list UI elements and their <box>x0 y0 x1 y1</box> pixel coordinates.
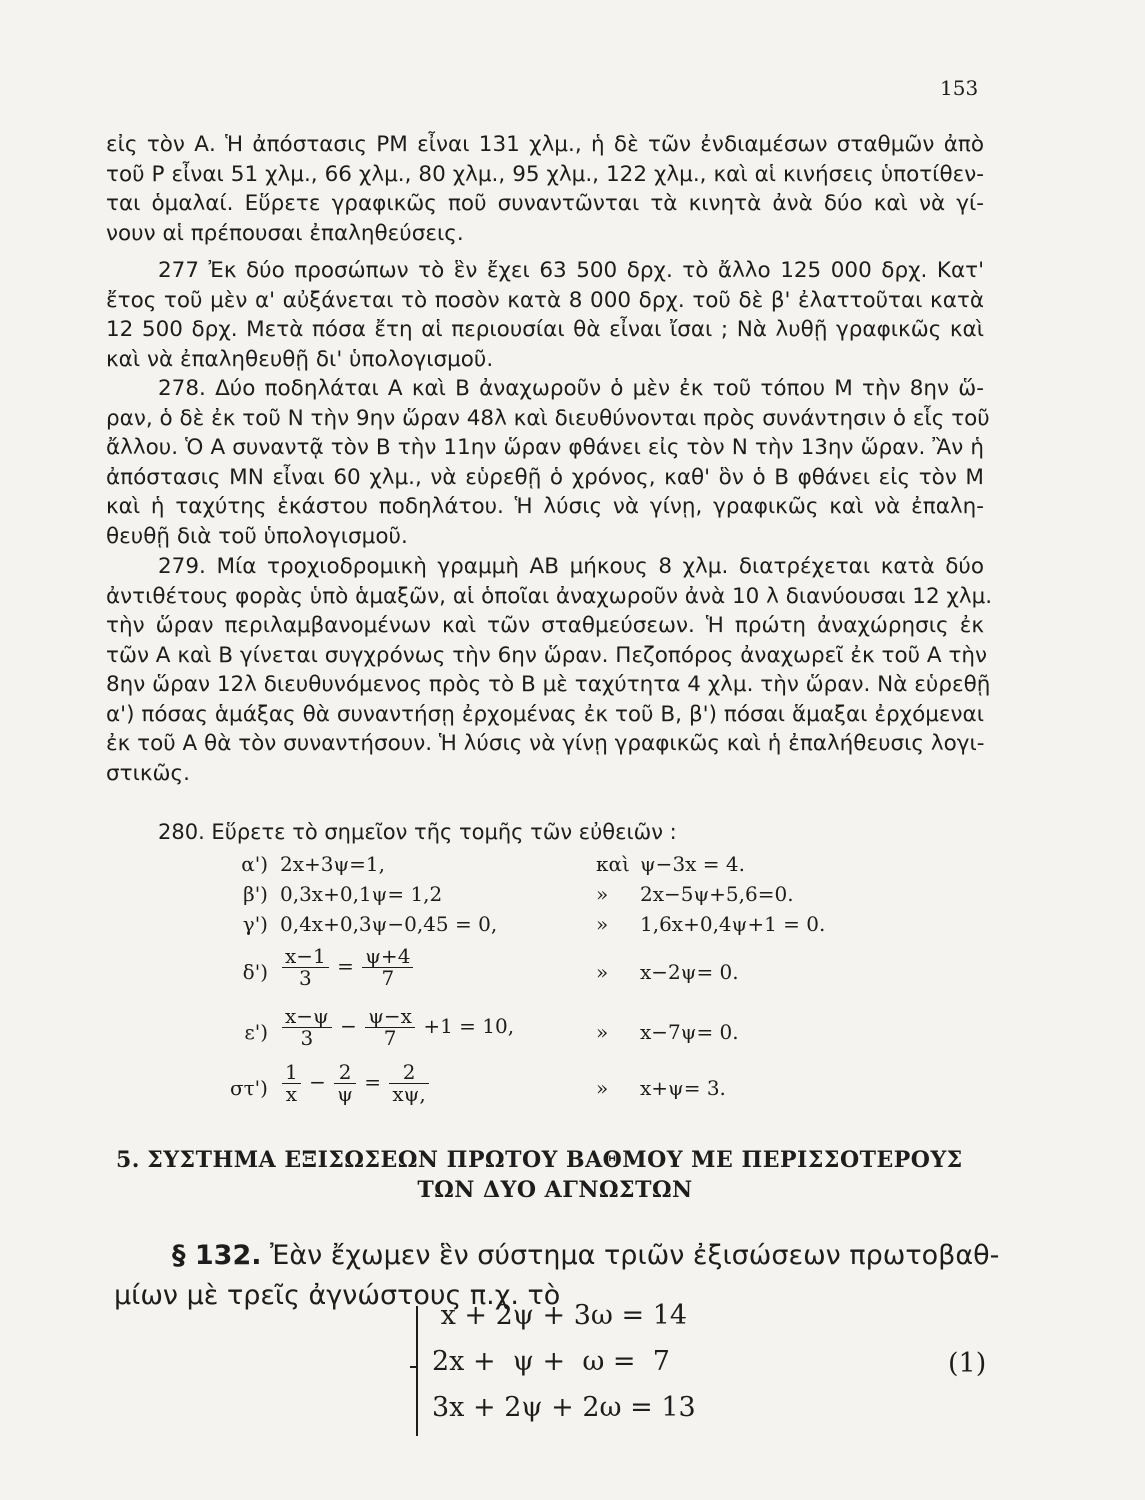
equation-right: ψ−3x = 4. <box>640 852 745 876</box>
text-line: νουν αἱ πρέπουσαι ἐπαληθεύσεις. <box>106 220 464 246</box>
text-line: εἰς τὸν Α. Ἡ ἀπόστασις ΡΜ εἶναι 131 χλμ., ἡ δὲ τῶν ἐνδιαμέσων σταθμῶν ἀπὸ <box>106 132 984 157</box>
equation-right: x+ψ= 3. <box>640 1076 726 1100</box>
system-equation: x + 2ψ + 3ω = 14 <box>432 1300 688 1331</box>
text-line: καὶ νὰ ἐπαληθευθῇ δι' ὑπολογισμοῦ. <box>106 346 494 372</box>
section-title-line: ΣΥΣΤΗΜΑ ΕΞΙΣΩΣΕΩΝ ΠΡΩΤΟΥ ΒΑΘΜΟΥ ΜΕ ΠΕΡΙΣΣΟΤΕΡΟΥΣ <box>147 1147 963 1173</box>
equation-separator: καὶ <box>596 852 630 876</box>
equation-tail: +1 = 10, <box>423 1014 515 1038</box>
fraction: $\frac{x-1}{3}$ <box>282 946 329 989</box>
text-line: ἐκ τοῦ Α θὰ τὸν συναντήσουν. Ἡ λύσις νὰ γίνῃ γραφικῶς καὶ ἡ ἐπαλήθευσις λογι- <box>106 731 985 756</box>
equation-right: x−7ψ= 0. <box>640 1020 739 1044</box>
equation-separator: » <box>596 960 609 984</box>
equation-right: x−2ψ= 0. <box>640 960 739 984</box>
item-label: ε') <box>244 1020 268 1044</box>
system-equation: 2x + ψ + ω = 7 <box>432 1346 670 1377</box>
section-title <box>110 1145 1000 1205</box>
text-line: ἄλλου. Ὁ Α συναντᾷ τὸν Β τὴν 11ην ὥραν φθάνει εἰς τὸν Ν τὴν 13ην ὥραν. Ἂν ἡ <box>106 435 984 460</box>
text-line: 12 500 δρχ. Μετὰ πόσα ἔτη αἱ περιουσίαι θὰ εἶναι ἴσαι ; Νὰ λυθῇ γραφικῶς καὶ <box>106 317 984 342</box>
text-line: τῶν Α καὶ Β γίνεται συγχρόνως τὴν 6ην ὥραν. Πεζοπόρος ἀναχωρεῖ ἐκ τοῦ Α τὴν <box>106 642 988 668</box>
text-line: στικῶς. <box>106 760 190 786</box>
equation-separator: » <box>596 912 609 936</box>
equation-separator: » <box>596 1076 609 1100</box>
equation-pair <box>0 1062 1145 1108</box>
text-line: ἀπόστασις ΜΝ εἶναι 60 χλμ., νὰ εὑρεθῇ ὁ χρόνος, καθ' ὃν ὁ Β φθάνει εἰς τὸν Μ <box>106 464 984 490</box>
item-label: γ') <box>242 912 268 936</box>
text-line: ραν, ὁ δὲ ἐκ τοῦ Ν τὴν 9ην ὥραν 48λ καὶ διευθύνονται πρὸς συνάντησιν ὁ εἷς τοῦ <box>106 405 990 431</box>
text-line: § 132. Ἐὰν ἔχωμεν ἓν σύστημα τριῶν ἐξισώσεων πρωτοβαθ- <box>172 1240 1000 1271</box>
operator: − <box>309 1070 326 1094</box>
text-line: 279. Μία τροχιοδρομικὴ γραμμὴ ΑΒ μήκους 8 χλμ. διατρέχεται κατὰ δύο <box>158 554 984 579</box>
equation-separator: » <box>596 882 609 906</box>
text-line: 277 Ἐκ δύο προσώπων τὸ ἓν ἔχει 63 500 δρχ. τὸ ἄλλο 125 000 δρχ. Κατ' <box>158 258 984 283</box>
fraction: $\frac{2}{x\psi,}$ <box>389 1062 428 1105</box>
paragraph-number: § 132. <box>172 1240 262 1271</box>
item-label: β') <box>243 882 268 906</box>
text-line: τοῦ Ρ εἶναι 51 χλμ., 66 χλμ., 80 χλμ., 95 χλμ., 122 χλμ., καὶ αἱ κινήσεις ὑποτίθεν- <box>106 161 984 187</box>
equation-right: 2x−5ψ+5,6=0. <box>640 882 794 906</box>
problem-277 <box>106 256 984 374</box>
fraction: $\frac{\psi-x}{7}$ <box>365 1006 415 1049</box>
equation-pair <box>0 1006 1145 1052</box>
fraction: $\frac{\psi+4}{7}$ <box>362 946 413 989</box>
text-line: τὴν ὥραν περιλαμβανομένων καὶ τῶν σταθμεύσεων. Ἡ πρώτη ἀναχώρησις ἐκ <box>106 613 984 638</box>
equation-number: (1) <box>948 1348 987 1379</box>
fraction: $\frac{1}{x}$ <box>282 1062 301 1105</box>
problem-279 <box>106 552 993 788</box>
section-number: 5. <box>116 1147 140 1173</box>
operator: − <box>340 1014 357 1038</box>
fraction: $\frac{x-\psi}{3}$ <box>282 1006 332 1049</box>
equation-left <box>280 1006 514 1049</box>
equation-left: 2x+3ψ=1, <box>280 852 386 876</box>
text-line: ται ὁμαλαί. Εὕρετε γραφικῶς ποῦ συναντῶνται τὰ κινητὰ ἀνὰ δύο καὶ νὰ γί- <box>106 191 984 216</box>
text-line: 8ην ὥραν 12λ διευθυνόμενος πρὸς τὸ Β μὲ ταχύτητα 4 χλμ. τὴν ὥραν. Νὰ εὑρεθῇ <box>106 672 991 697</box>
equation-left <box>280 1062 431 1105</box>
text-line: καὶ ἡ ταχύτης ἑκάστου ποδηλάτου. Ἡ λύσις νὰ γίνῃ, γραφικῶς καὶ νὰ ἐπαλη- <box>106 494 984 519</box>
equation-pair <box>0 946 1145 992</box>
problem-276-continuation <box>106 130 984 248</box>
item-label: στ') <box>229 1076 268 1100</box>
page-number: 153 <box>940 76 979 100</box>
section-title-line: ΤΩΝ ΔΥΟ ΑΓΝΩΣΤΩΝ <box>417 1177 693 1203</box>
equation-left: 0,3x+0,1ψ= 1,2 <box>280 882 443 906</box>
item-label: α') <box>241 852 268 876</box>
item-label: δ') <box>242 960 268 984</box>
equation-left: 0,4x+0,3ψ−0,45 = 0, <box>280 912 498 936</box>
equation-right: 1,6x+0,4ψ+1 = 0. <box>640 912 826 936</box>
equation-separator: » <box>596 1020 609 1044</box>
text-line: ἀντιθέτους φορὰς ὑπὸ ἁμαξῶν, αἱ ὁποῖαι ἀναχωροῦν ἀνὰ 10 λ διανύουσαι 12 χλμ. <box>106 583 993 609</box>
problem-278 <box>106 374 990 551</box>
operator: = <box>364 1070 382 1094</box>
text-line: μίων μὲ τρεῖς ἀγνώστους π.χ. τὸ <box>114 1280 561 1311</box>
problem-280-heading: 280. Εὕρετε τὸ σημεῖον τῆς τομῆς τῶν εὐθειῶν : <box>158 820 677 844</box>
curly-brace <box>416 1306 432 1436</box>
text-line: θευθῇ διὰ τοῦ ὑπολογισμοῦ. <box>106 523 408 549</box>
system-equation: 3x + 2ψ + 2ω = 13 <box>432 1392 696 1423</box>
equation-left <box>280 946 415 989</box>
fraction: $\frac{2}{\psi}$ <box>334 1062 356 1105</box>
text-line: ἔτος τοῦ μὲν α' αὐξάνεται τὸ ποσὸν κατὰ 8 000 δρχ. τοῦ δὲ β' ἐλαττοῦται κατὰ <box>106 287 984 313</box>
text-line: 278. Δύο ποδηλάται Α καὶ Β ἀναχωροῦν ὁ μὲν ἐκ τοῦ τόπου Μ τὴν 8ην ὥ- <box>158 376 984 401</box>
operator: = <box>337 954 354 978</box>
text-line: α') πόσας ἁμάξας θὰ συναντήσῃ ἐρχομένας ἐκ τοῦ Β, β') πόσαι ἅμαξαι ἐρχόμεναι <box>106 701 984 727</box>
equation-system <box>416 1298 1006 1448</box>
